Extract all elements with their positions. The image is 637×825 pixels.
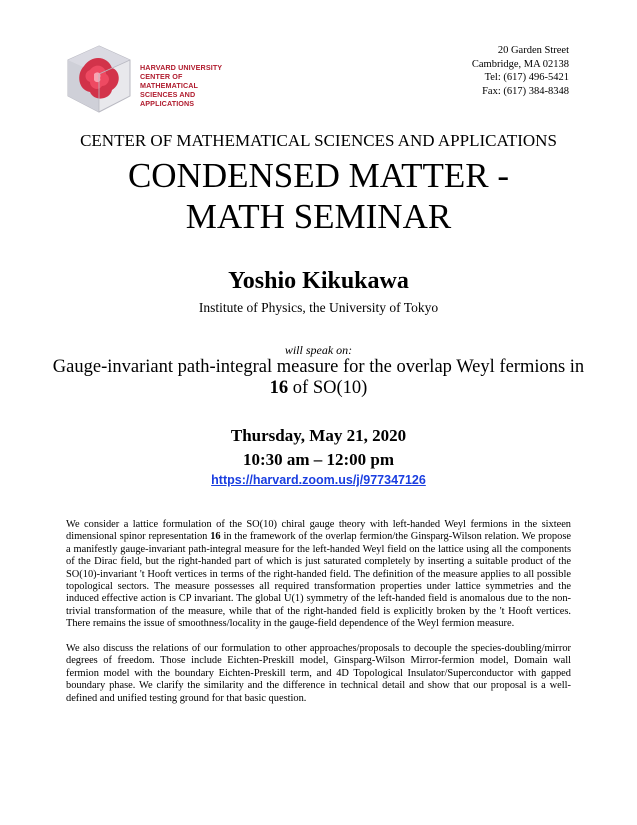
speaker-affiliation: Institute of Physics, the University of Tokyo	[198, 300, 439, 315]
seminar-title-line: CONDENSED MATTER -	[127, 156, 510, 195]
will-speak-on: will speak on:	[284, 343, 353, 357]
abstract	[66, 519, 571, 717]
abstract-representation: 16	[210, 531, 221, 543]
harvard-cmsa-cube-icon	[66, 44, 132, 114]
abstract-paragraph: We also discuss the relations of our formulation to other approaches/proposals to decouple the species-doubling/mirror degrees of freedom. Those include Eichten-Preskill model, Ginsparg-Wilson Mirror-fermion model, Domain wall fermion model with the boundary Eichten-Preskill term, and 4D Topological Insulator/Superconductor with gapped boundary phase. We clarify the similarity and the difference in technical detail and show that our proposal is a well-defined and unified testing ground for that basic question.	[66, 643, 571, 704]
abstract-text: in the framework of the overlap fermion/the Ginsparg-Wilson relation. We propose a manifestly gauge-invariant path-integral measure for the left-handed Weyl field on the lattice using all the components of the Dirac field, but the right-handed part of which is just saturated completely by inserting a suitable product of the SO(10)-invariant 't Hooft vertices in terms of the right-handed field. The definition of the measure applies to all possible topological sectors. The measure possesses all required transformation properties under lattice symmetries and the induced effective action is CP invariant. The global U(1) symmetry of the left-handed field is anomalous due to the non-trivial transformation of the measure, while that of the right-handed field is explicitly broken by the 't Hooft vertices. There remains the issue of smoothness/locality in the gauge-field dependence of the Weyl fermion measure.	[66, 531, 571, 630]
talk-title-text: of SO(10)	[288, 378, 368, 398]
speaker-name: Yoshio Kikukawa	[228, 268, 409, 294]
talk-title-representation: 16	[269, 378, 289, 398]
abstract-text: We consider a lattice formulation of the SO(10) chiral gauge theory with left-handed Weyl fermions in the sixteen dimensional spinor representation	[66, 519, 571, 543]
address-tel: Tel: (617) 496-5421	[484, 72, 569, 83]
seminar-title	[0, 155, 637, 237]
seminar-title-line: MATH SEMINAR	[185, 197, 452, 236]
logo-line: CENTER OF MATHEMATICAL	[140, 72, 199, 90]
abstract-paragraph	[66, 519, 571, 631]
center-name: CENTER OF MATHEMATICAL SCIENCES AND APPLICATIONS	[80, 131, 557, 150]
logo-wordmark	[140, 63, 236, 108]
address-city: Cambridge, MA 02138	[471, 58, 569, 70]
zoom-link[interactable]: https://harvard.zoom.us/j/977347126	[211, 473, 426, 487]
talk-title	[50, 357, 587, 399]
logo-line: SCIENCES AND APPLICATIONS	[140, 90, 196, 108]
logo-line: HARVARD UNIVERSITY	[140, 63, 223, 72]
talk-title-text: Gauge-invariant path-integral measure for the overlap Weyl fermions in	[52, 357, 585, 377]
cmsa-logo	[66, 44, 236, 114]
zoom-link-container	[0, 473, 637, 487]
event-date: Thursday, May 21, 2020	[230, 426, 407, 445]
address-fax: Fax: (617) 384-8348	[482, 85, 569, 97]
address-street: 20 Garden Street	[497, 45, 569, 56]
event-time: 10:30 am – 12:00 pm	[242, 450, 395, 469]
address-block	[472, 44, 569, 98]
